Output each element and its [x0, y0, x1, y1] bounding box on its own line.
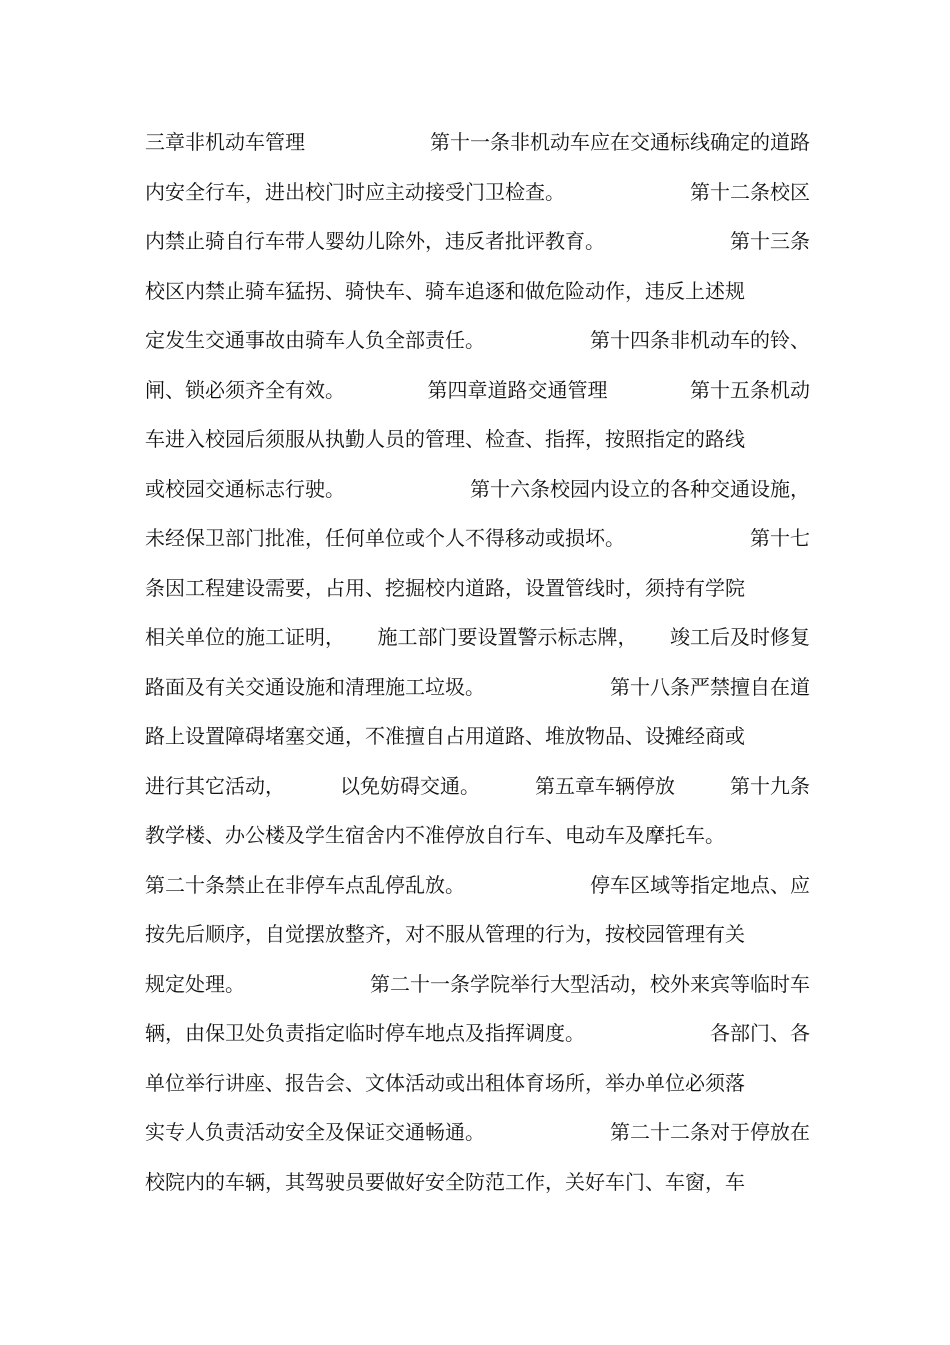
text-line: [145, 815, 810, 865]
text-segment: 第十四条非机动车的铃、: [590, 328, 810, 352]
text-line: [145, 172, 810, 222]
text-segment: 车进入校园后须服从执勤人员的管理、检查、指挥，按照指定的路线: [145, 427, 745, 451]
text-line: [145, 617, 810, 667]
text-segment: 辆，由保卫处负责指定临时停车地点及指挥调度。: [145, 1021, 585, 1045]
text-segment: 路面及有关交通设施和清理施工垃圾。: [145, 674, 485, 699]
text-line: [145, 221, 810, 271]
text-segment: 或校园交通标志行驶。: [145, 476, 345, 501]
text-line: [145, 964, 810, 1014]
text-segment: 第二十二条对于停放在: [610, 1120, 810, 1144]
text-segment: 第十一条非机动车应在交通标线确定的道路: [430, 130, 810, 154]
text-segment: 校院内的车辆，其驾驶员要做好安全防范工作，关好车门、车窗，车: [145, 1169, 745, 1194]
text-segment: 内禁止骑自行车带人婴幼儿除外，违反者批评教育。: [145, 229, 605, 253]
text-line: [145, 370, 810, 420]
text-segment: 第十八条严禁擅自在道: [610, 674, 810, 699]
text-line: [145, 1162, 810, 1212]
text-segment: 第四章道路交通管理: [427, 377, 608, 402]
text-segment: 第十七: [750, 526, 810, 550]
text-segment: 施工部门要设置警示标志牌，: [377, 625, 638, 649]
text-line: [145, 1013, 810, 1063]
text-segment: 以免妨碍交通。: [340, 773, 480, 798]
text-line: [145, 518, 810, 568]
text-line: [145, 1063, 810, 1113]
text-segment: 校区内禁止骑车猛拐、骑快车、骑车追逐和做危险动作，违反上述规: [145, 278, 745, 303]
text-segment: 第十三条: [730, 229, 810, 253]
text-segment: 进行其它活动，: [145, 773, 285, 798]
text-line: [145, 667, 810, 717]
text-segment: 按先后顺序，自觉摆放整齐，对不服从管理的行为，按校园管理有关: [145, 922, 745, 946]
text-segment: 闸、锁必须齐全有效。: [145, 377, 345, 402]
text-segment: 实专人负责活动安全及保证交通畅通。: [145, 1120, 485, 1144]
text-line: [145, 419, 810, 469]
text-segment: 内安全行车，进出校门时应主动接受门卫检查。: [145, 179, 565, 204]
text-segment: 教学楼、办公楼及学生宿舍内不准停放自行车、电动车及摩托车。: [145, 823, 725, 847]
text-segment: 规定处理。: [145, 971, 245, 996]
text-line: [145, 865, 810, 915]
body-text: [145, 122, 810, 1211]
text-segment: 单位举行讲座、报告会、文体活动或出租体育场所，举办单位必须落: [145, 1070, 745, 1095]
text-segment: 第五章车辆停放: [535, 773, 675, 798]
text-line: [145, 568, 810, 618]
text-segment: 未经保卫部门批准，任何单位或个人不得移动或损坏。: [145, 526, 625, 550]
text-segment: 竣工后及时修复: [670, 625, 810, 649]
text-line: [145, 766, 810, 816]
text-segment: 第十九条: [730, 773, 810, 798]
text-line: [145, 320, 810, 370]
text-segment: 定发生交通事故由骑车人负全部责任。: [145, 328, 485, 352]
text-segment: 相关单位的施工证明，: [145, 625, 345, 649]
text-segment: 停车区域等指定地点、应: [590, 872, 810, 897]
text-segment: 第十二条校区: [690, 179, 810, 204]
text-segment: 第二十条禁止在非停车点乱停乱放。: [145, 872, 465, 897]
text-segment: 路上设置障碍堵塞交通，不准擅自占用道路、堆放物品、设摊经商或: [145, 724, 745, 748]
text-segment: 第十六条校园内设立的各种交通设施，: [470, 476, 810, 501]
text-segment: 三章非机动车管理: [145, 130, 305, 154]
text-line: [145, 122, 810, 172]
text-segment: 第十五条机动: [690, 377, 810, 402]
text-line: [145, 469, 810, 519]
text-segment: 第二十一条学院举行大型活动，校外来宾等临时车: [370, 971, 810, 996]
text-line: [145, 271, 810, 321]
text-segment: 条因工程建设需要，占用、挖掘校内道路，设置管线时，须持有学院: [145, 575, 745, 600]
text-line: [145, 914, 810, 964]
text-segment: 各部门、各: [710, 1021, 810, 1045]
text-line: [145, 1112, 810, 1162]
text-line: [145, 716, 810, 766]
